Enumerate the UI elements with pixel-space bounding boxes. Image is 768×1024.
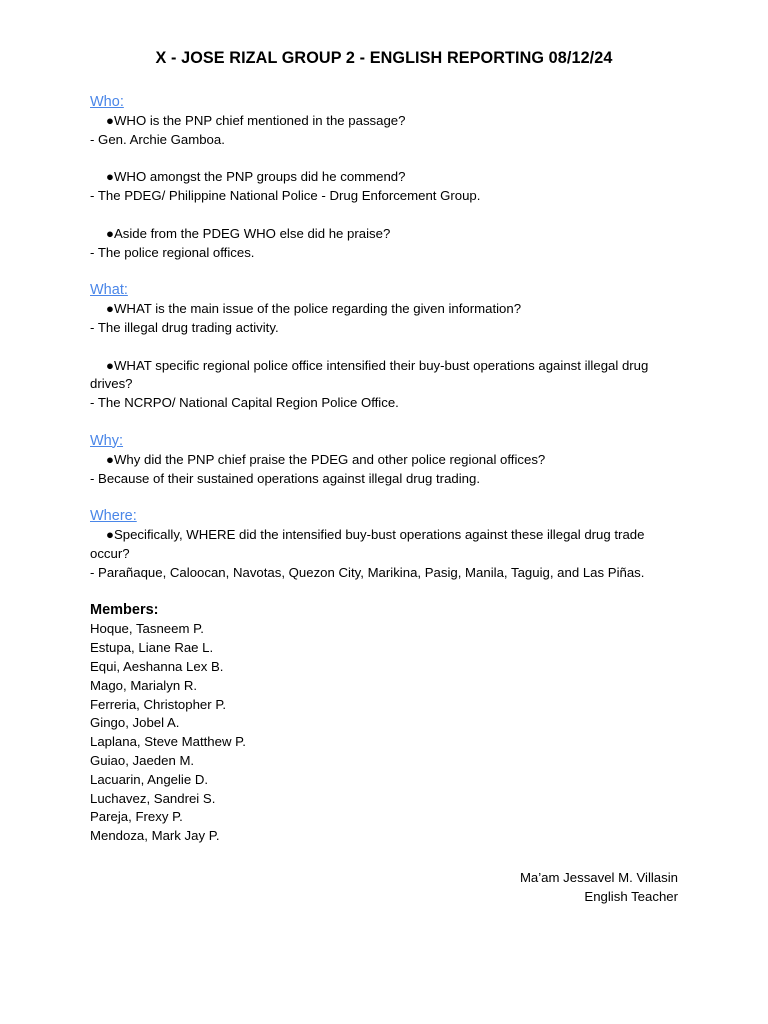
bullet-icon: ● (106, 301, 114, 317)
qa-item (90, 357, 690, 413)
member-name: Equi, Aeshanna Lex B. (90, 658, 224, 674)
qa-item (90, 300, 690, 338)
bullet-icon: ● (106, 113, 114, 128)
bullet-icon: ● (106, 357, 114, 373)
document-body (90, 93, 690, 846)
teacher-name: Ma’am Jessavel M. Villasin (519, 870, 678, 885)
section-who (90, 93, 690, 262)
section-what (90, 281, 690, 413)
document-title: X - JOSE RIZAL GROUP 2 - ENGLISH REPORTING 08/12/24 (155, 49, 613, 67)
section-why (90, 432, 690, 489)
answer: - The PDEG/ Philippine National Police - Drug Enforcement Group. (90, 188, 481, 204)
member-name: Laplana, Steve Matthew P. (90, 734, 246, 750)
section-heading-where: Where: (90, 508, 137, 525)
member-name: Gingo, Jobel A. (90, 715, 180, 731)
member-name: Ferreria, Christopher P. (90, 696, 227, 712)
section-members (90, 601, 690, 846)
question: ●Why did the PNP chief praise the PDEG and other police regional offices? (106, 451, 546, 467)
signature-block (520, 869, 678, 907)
member-name: Hoque, Tasneem P. (90, 621, 204, 637)
answer: - Gen. Archie Gamboa. (90, 131, 225, 147)
question: ●WHO is the PNP chief mentioned in the passage? (106, 113, 406, 128)
answer: - Parañaque, Caloocan, Navotas, Quezon City, Marikina, Pasig, Manila, Taguig, and Las Piñas. (90, 564, 645, 580)
answer: - The NCRPO/ National Capital Region Police Office. (90, 395, 399, 411)
member-name: Mago, Marialyn R. (90, 677, 198, 693)
question: ●WHAT specific regional police office intensified their buy-bust operations against illegal drug (106, 357, 649, 373)
question-continuation: drives? (90, 376, 133, 392)
qa-item (90, 526, 690, 582)
answer: - The illegal drug trading activity. (90, 319, 279, 335)
member-name: Guiao, Jaeden M. (90, 752, 195, 768)
section-heading-who: Who: (90, 94, 124, 110)
question: ●WHO amongst the PNP groups did he commend? (106, 169, 406, 185)
bullet-icon: ● (106, 169, 114, 185)
question: ●Specifically, WHERE did the intensified buy-bust operations against these illegal drug trade (106, 527, 645, 543)
qa-item (90, 112, 690, 150)
bullet-icon: ● (106, 451, 114, 467)
answer: - Because of their sustained operations against illegal drug trading. (90, 470, 481, 486)
answer: - The police regional offices. (90, 244, 255, 260)
section-heading-why: Why: (90, 432, 124, 449)
member-name: Mendoza, Mark Jay P. (90, 828, 220, 844)
teacher-role: English Teacher (584, 888, 678, 904)
section-where (90, 507, 690, 582)
member-name: Pareja, Frexy P. (90, 809, 183, 825)
qa-item (90, 451, 690, 489)
members-heading: Members: (90, 602, 159, 619)
qa-item (90, 168, 690, 206)
section-heading-what: What: (90, 282, 128, 299)
member-name: Estupa, Liane Rae L. (90, 640, 214, 656)
member-name: Luchavez, Sandrei S. (90, 790, 216, 806)
question: ●Aside from the PDEG WHO else did he praise? (106, 225, 391, 241)
member-name: Lacuarin, Angelie D. (90, 771, 209, 787)
bullet-icon: ● (106, 527, 114, 543)
question: ●WHAT is the main issue of the police regarding the given information? (106, 301, 522, 317)
qa-item (90, 225, 690, 263)
bullet-icon: ● (106, 225, 114, 241)
question-continuation: occur? (90, 545, 130, 561)
